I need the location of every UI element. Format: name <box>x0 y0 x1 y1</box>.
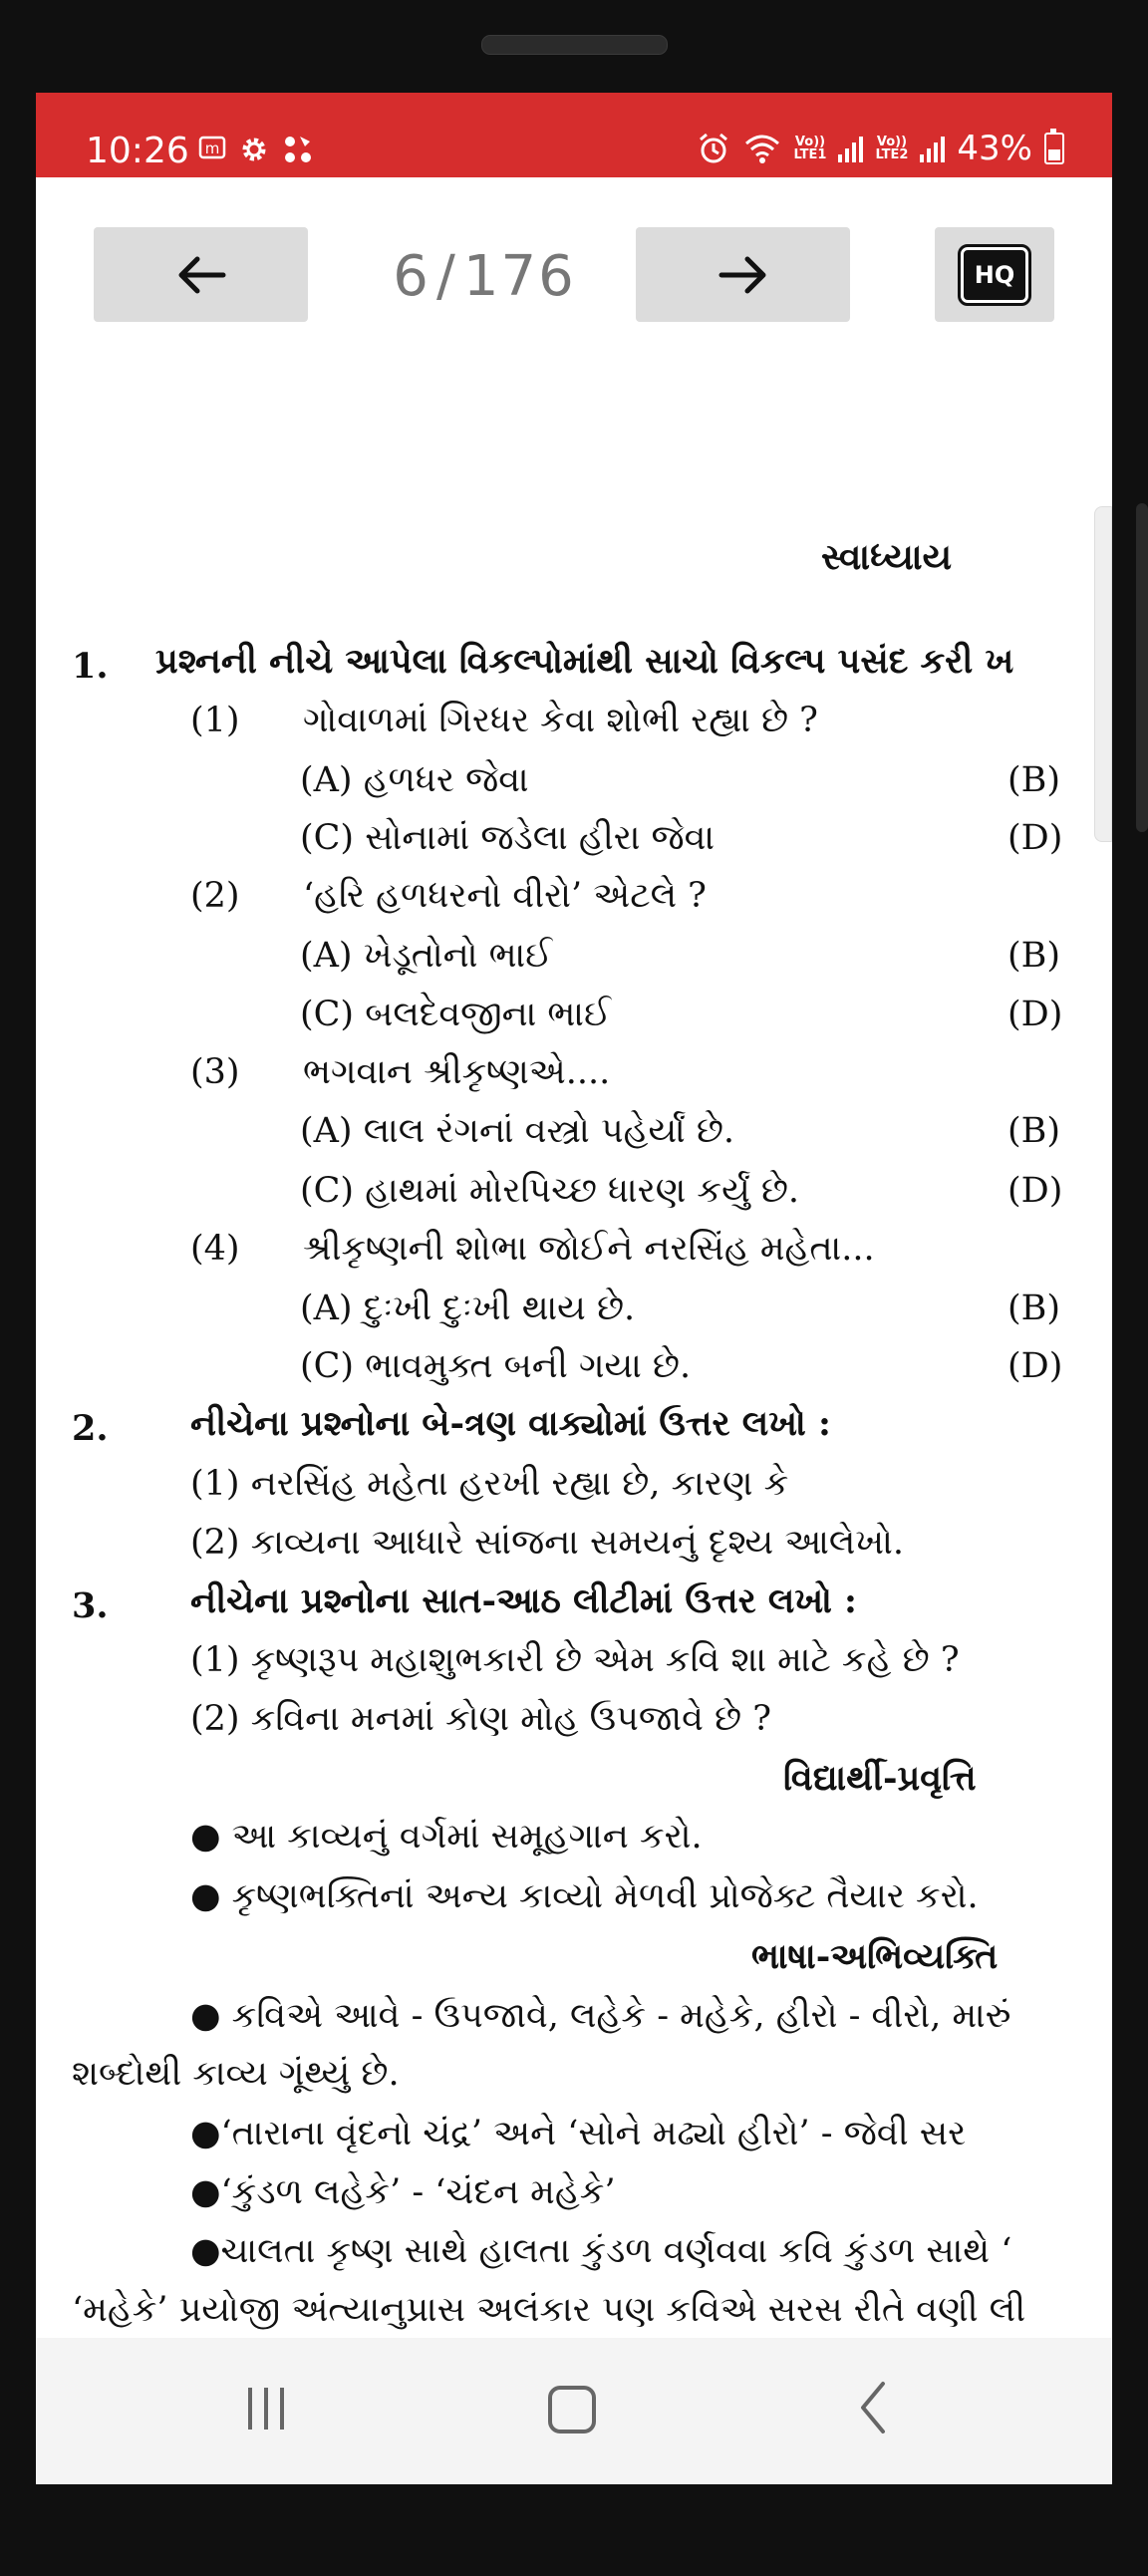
svg-text:m: m <box>204 140 220 157</box>
signal-bars-sim2 <box>920 135 945 162</box>
q1-4-number: (4) <box>190 1229 240 1269</box>
q3-number: 3. <box>72 1585 109 1626</box>
q1-4-option-c: (C) ભાવમુક્ત બની ગયા છે. <box>300 1346 692 1386</box>
q1-2-option-b: (B) <box>1007 936 1061 976</box>
sim2-label: Vo)) LTE2 <box>875 135 909 162</box>
q2-text: નીચેના પ્રશ્નોના બે-ત્રણ વાક્યોમાં ઉત્તર લખો : <box>190 1403 831 1444</box>
language-para-1b: શબ્દોથી કાવ્ય ગૂંથ્યું છે. <box>72 2054 400 2094</box>
q1-3-option-b: (B) <box>1007 1111 1061 1151</box>
app-grid-icon <box>281 133 315 166</box>
language-para-2: ●‘તારાના વૃંદનો ચંદ્ર’ અને ‘સોને મઢ્યો હીરો’ - જેવી સર <box>190 2114 967 2153</box>
q1-1-option-a: (A) હળધર જેવા <box>300 760 529 800</box>
recent-apps-icon[interactable] <box>248 2388 284 2430</box>
q1-1-option-d: (D) <box>1007 818 1063 858</box>
alarm-clock-icon <box>697 132 730 165</box>
page-total: 176 <box>462 244 576 309</box>
q1-3-number: (3) <box>190 1052 240 1092</box>
q1-2-option-c: (C) બલદેવજીના ભાઈ <box>300 995 612 1034</box>
heading-vidyarthi-pravrutti: વિદ્યાર્થી-પ્રવૃત્તિ <box>783 1758 977 1799</box>
document-page <box>36 412 1112 2385</box>
messenger-m-icon <box>197 133 227 162</box>
q1-2-option-a: (A) ખેડૂતોનો ભાઈ <box>300 936 553 976</box>
arrow-left-icon <box>173 253 229 297</box>
page-indicator <box>335 237 634 317</box>
heading-bhasha-abhivyakti: ભાષા-અભિવ્યક્તિ <box>751 1936 999 1977</box>
arrow-right-icon <box>716 253 771 297</box>
language-para-3: ●‘કુંડળ લહેકે’ - ‘ચંદન મહેકે’ <box>190 2172 616 2212</box>
activity-bullet-1: ● આ કાવ્યનું વર્ગમાં સમૂહગાન કરો. <box>190 1817 703 1857</box>
page-current: 6 <box>393 244 430 309</box>
q1-2-number: (2) <box>190 876 240 916</box>
q1-3-option-c: (C) હાથમાં મોરપિચ્છ ધારણ કર્યું છે. <box>300 1171 800 1211</box>
q1-4-option-d: (D) <box>1007 1346 1063 1386</box>
sim1-label: Vo)) LTE1 <box>793 135 827 162</box>
q1-1-number: (1) <box>190 701 240 740</box>
status-left-icons <box>197 133 315 166</box>
hq-toggle-button[interactable] <box>935 227 1054 322</box>
q1-3-option-d: (D) <box>1007 1171 1063 1211</box>
back-chevron-icon[interactable] <box>853 2378 893 2437</box>
q1-1-option-b: (B) <box>1007 760 1061 800</box>
q1-3-text: ભગવાન શ્રીકૃષ્ણએ.... <box>303 1052 611 1092</box>
q3-2: (2) કવિના મનમાં કોણ મોહ ઉપજાવે છે ? <box>190 1699 771 1739</box>
page-separator: / <box>435 244 457 309</box>
previous-page-button[interactable] <box>94 227 308 322</box>
earpiece-speaker <box>481 35 668 55</box>
q1-number: 1. <box>72 646 109 687</box>
q2-1: (1) નરસિંહ મહેતા હરખી રહ્યા છે, કારણ કે <box>190 1464 789 1504</box>
language-para-1a: ● કવિએ આવે - ઉપજાવે, લહેકે - મહેકે, હીરો - વીરો, મારું <box>190 1996 1011 2036</box>
language-para-4a: ●ચાલતા કૃષ્ણ સાથે હાલતા કુંડળ વર્ણવવા કવિ કુંડળ સાથે ‘ <box>190 2231 1012 2271</box>
status-time: 10:26 <box>86 131 189 171</box>
q1-4-option-a: (A) દુઃખી દુઃખી થાય છે. <box>300 1288 636 1328</box>
q1-3-option-a: (A) લાલ રંગનાં વસ્ત્રો પહેર્યાં છે. <box>300 1111 735 1151</box>
status-bar <box>36 93 1112 177</box>
scroll-edge-handle[interactable] <box>1094 506 1112 842</box>
home-icon[interactable] <box>548 2386 596 2433</box>
q3-text: નીચેના પ્રશ્નોના સાત-આઠ લીટીમાં ઉત્તર લખો : <box>190 1580 857 1621</box>
activity-bullet-2: ● કૃષ્ણભક્તિનાં અન્ય કાવ્યો મેળવી પ્રોજેક્ટ તૈયાર કરો. <box>190 1876 979 1916</box>
signal-bars-sim1 <box>838 135 863 162</box>
q1-2-text: ‘હરિ હળધરનો વીરો’ એટલે ? <box>303 876 707 916</box>
battery-percent: 43% <box>957 129 1032 168</box>
battery-icon <box>1044 133 1064 164</box>
language-para-4b: ‘મહેકે’ પ્રયોજી અંત્યાનુપ્રાસ અલંકાર પણ કવિએ સરસ રીતે વણી લી <box>72 2290 1026 2330</box>
q1-text: પ્રશ્નની નીચે આપેલા વિકલ્પોમાંથી સાચો વિકલ્પ પસંદ કરી ખ <box>155 641 1014 682</box>
heading-svadhyay: સ્વાધ્યાય <box>821 536 953 578</box>
next-page-button[interactable] <box>636 227 850 322</box>
q1-4-text: શ્રીકૃષ્ણની શોભા જોઈને નરસિંહ મહેતા... <box>303 1229 875 1269</box>
q1-1-text: ગોવાળમાં ગિરધર કેવા શોભી રહ્યા છે ? <box>303 701 818 740</box>
q1-4-option-b: (B) <box>1007 1288 1061 1328</box>
q2-2: (2) કાવ્યના આધારે સાંજના સમયનું દૃશ્ય આલેખો. <box>190 1523 904 1563</box>
hq-icon: HQ <box>961 247 1028 303</box>
screen <box>36 93 1112 2484</box>
side-button <box>1136 503 1148 832</box>
q3-1: (1) કૃષ્ણરૂપ મહાશુભકારી છે એમ કવિ શા માટે કહે છે ? <box>190 1640 960 1680</box>
q1-2-option-d: (D) <box>1007 995 1063 1034</box>
status-right-icons <box>697 129 1064 168</box>
settings-gear-icon <box>237 133 271 166</box>
wifi-icon <box>742 132 782 165</box>
system-nav-bar <box>36 2338 1112 2484</box>
q1-1-option-c: (C) સોનામાં જડેલા હીરા જેવા <box>300 818 716 858</box>
q2-number: 2. <box>72 1408 109 1449</box>
